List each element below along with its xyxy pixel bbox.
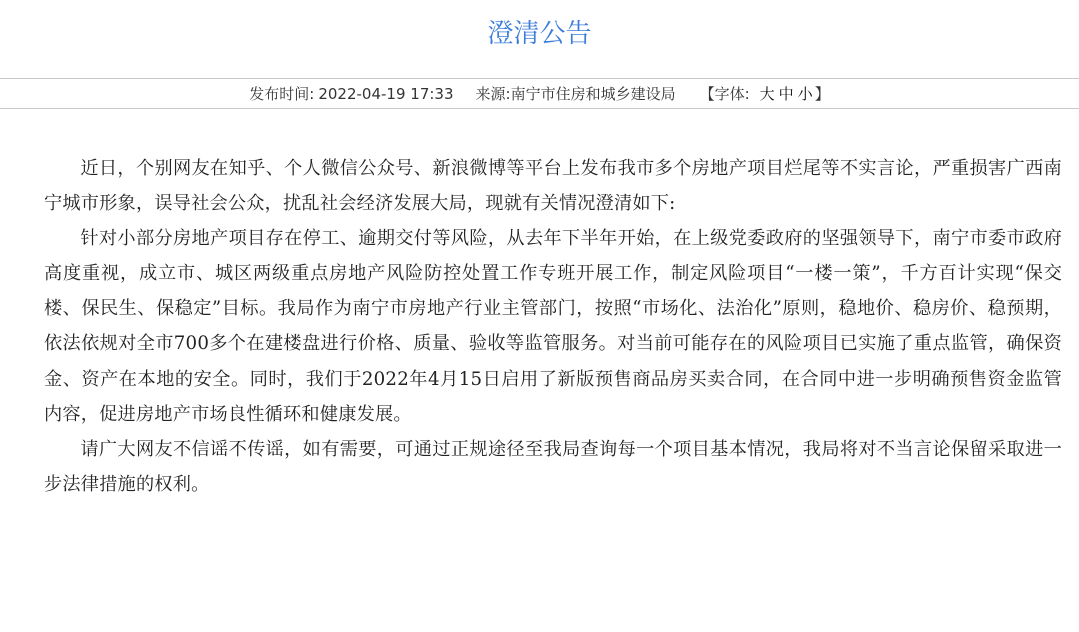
article-paragraph: 近日，个别网友在知乎、个人微信公众号、新浪微博等平台上发布我市多个房地产项目烂尾等不实言论，严重损害广西南宁城市形象，误导社会公众，扰乱社会经济发展大局，现就有关情况澄清如下: [44, 158, 1062, 215]
source-label: 来源: [475, 85, 511, 103]
font-size-small-link[interactable]: 小 [797, 85, 813, 103]
article-body [44, 151, 1062, 502]
font-bracket-close: 】 [814, 85, 830, 103]
article-paragraph: 请广大网友不信谣不传谣，如有需要，可通过正规途径至我局查询每一个项目基本情况，我局将对不当言论保留采取进一步法律措施的权利。 [44, 438, 1062, 495]
font-size-switcher [700, 83, 830, 104]
source-value: 南宁市住房和城乡建设局 [510, 85, 676, 103]
article-meta-bar [0, 78, 1079, 109]
font-bracket-open: 【 [699, 85, 715, 103]
font-size-large-link[interactable]: 大 [759, 85, 775, 103]
font-size-medium-link[interactable]: 中 [778, 85, 794, 103]
article-paragraph: 针对小部分房地产项目存在停工、逾期交付等风险，从去年下半年开始，在上级党委政府的坚强领导下，南宁市委市政府高度重视，成立市、城区两级重点房地产风险防控处置工作专班开展工作，制定风险项目“一楼一策”，千方百计实现“保交楼、保民生、保稳定”目标。我局作为南宁市房地产行业主管部门，按照“市场化、法治化”原则，稳地价、稳房价、稳预期，依法依规对全市700多个在建楼盘进行价格、质量、验收等监管服务。对当前可能存在的风险项目已实施了重点监管，确保资金、资产在本地的安全。同时，我们于2022年4月15日启用了新版预售商品房买卖合同，在合同中进一步明确预售资金监管内容，促进房地产市场良性循环和健康发展。 [44, 228, 1062, 425]
font-size-label: 字体: [714, 85, 750, 103]
publish-time-label: 发布时间: [249, 85, 315, 103]
publish-time-value: 2022-04-19 17:33 [318, 84, 454, 103]
page-title: 澄清公告 [487, 19, 592, 49]
